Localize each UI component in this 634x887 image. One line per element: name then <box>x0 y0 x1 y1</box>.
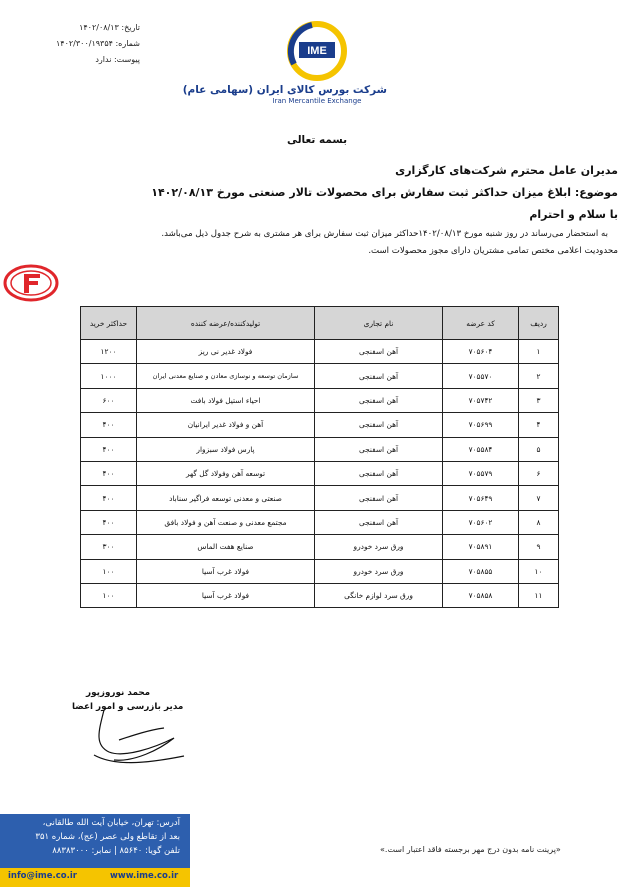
cell-producer: مجتمع معدنی و صنعت آهن و فولاد بافق <box>137 510 315 534</box>
phone-line: تلفن گویا: ۸۵۶۴۰ | نمابر: ۸۸۳۸۳۰۰۰ <box>52 846 180 856</box>
bismillah: بسمه تعالی <box>286 134 348 146</box>
date-row <box>18 20 140 36</box>
subject-line: موضوع: ابلاغ میزان حداکثر ثبت سفارش برای محصولات تالار صنعتی مورخ ۱۴۰۲/۰۸/۱۳ <box>151 186 618 199</box>
order-limit-table <box>80 306 559 608</box>
cell-trade-name: آهن اسفنجی <box>315 510 443 534</box>
cell-trade-name: ورق سرد خودرو <box>315 535 443 559</box>
cell-max-purchase: ۱۲۰۰ <box>81 340 137 364</box>
letter-meta <box>18 20 140 68</box>
cell-max-purchase: ۱۰۰ <box>81 583 137 607</box>
table-row <box>81 340 559 364</box>
table-row <box>81 535 559 559</box>
cell-row-number: ۹ <box>519 535 559 559</box>
table-row <box>81 486 559 510</box>
cell-producer: سازمان توسعه و نوسازی معادن و صنایع معدنی ایران <box>137 364 315 388</box>
cell-max-purchase: ۴۰۰ <box>81 486 137 510</box>
cell-row-number: ۱ <box>519 340 559 364</box>
header-trade-name: نام تجاری <box>315 307 443 340</box>
cell-row-number: ۱۰ <box>519 559 559 583</box>
cell-offer-code: ۷۰۵۶۰۲ <box>443 510 519 534</box>
org-name-fa: شرکت بورس کالای ایران (سهامی عام) <box>182 84 387 96</box>
cell-trade-name: ورق سرد لوازم خانگی <box>315 583 443 607</box>
handwritten-signature-icon <box>64 700 194 770</box>
cell-row-number: ۳ <box>519 388 559 412</box>
address-line-1: آدرس: تهران، خیابان آیت الله طالقانی، <box>42 818 180 828</box>
table-row <box>81 364 559 388</box>
cell-trade-name: آهن اسفنجی <box>315 486 443 510</box>
email-link[interactable]: info@ime.co.ir <box>8 871 77 881</box>
footnote: «پرینت نامه بدون درج مهر برجسته فاقد اعتبار است.» <box>380 845 561 854</box>
logo-text: IME <box>307 45 327 57</box>
footer-links <box>0 868 190 887</box>
table-row <box>81 583 559 607</box>
cell-producer: صنعتی و معدنی توسعه فراگیر سناباد <box>137 486 315 510</box>
cell-producer: فولاد غدیر نی ریز <box>137 340 315 364</box>
cell-max-purchase: ۴۰۰ <box>81 413 137 437</box>
cell-max-purchase: ۴۰۰ <box>81 461 137 485</box>
number-row <box>18 36 140 52</box>
cell-offer-code: ۷۰۵۵۷۰ <box>443 364 519 388</box>
cell-row-number: ۷ <box>519 486 559 510</box>
table-row <box>81 437 559 461</box>
cell-max-purchase: ۳۰۰ <box>81 535 137 559</box>
table-row <box>81 559 559 583</box>
attachment-value: ندارد <box>95 55 112 64</box>
cell-max-purchase: ۱۰۰۰ <box>81 364 137 388</box>
cell-row-number: ۶ <box>519 461 559 485</box>
number-label: شماره: <box>115 39 140 48</box>
header-row-number: ردیف <box>519 307 559 340</box>
number-value: ۱۴۰۲/۳۰۰/۱۹۳۵۴ <box>55 39 113 48</box>
cell-row-number: ۲ <box>519 364 559 388</box>
cell-producer: احیاء استیل فولاد بافت <box>137 388 315 412</box>
cell-trade-name: آهن اسفنجی <box>315 364 443 388</box>
cell-producer: فولاد غرب آسیا <box>137 559 315 583</box>
cell-offer-code: ۷۰۵۷۴۲ <box>443 388 519 412</box>
cell-trade-name: آهن اسفنجی <box>315 461 443 485</box>
letter-body <box>18 160 618 260</box>
paragraph-line-1: به استحضار می‌رساند در روز شنبه مورخ ۱۴۰۲/۰۸/۱۳حداکثر میزان ثبت سفارش برای هر مشتری به شرح جدول ذیل می‌باشد. <box>161 229 608 239</box>
cell-offer-code: ۷۰۵۵۷۹ <box>443 461 519 485</box>
cell-trade-name: آهن اسفنجی <box>315 388 443 412</box>
cell-producer: صنایع هفت الماس <box>137 535 315 559</box>
cell-trade-name: ورق سرد خودرو <box>315 559 443 583</box>
table-header-row <box>81 307 559 340</box>
cell-max-purchase: ۱۰۰ <box>81 559 137 583</box>
table-row <box>81 388 559 412</box>
cell-row-number: ۵ <box>519 437 559 461</box>
cell-max-purchase: ۴۰۰ <box>81 510 137 534</box>
address-line-2: بعد از تقاطع ولی عصر (عج)، شماره ۳۵۱ <box>35 832 180 842</box>
company-logo <box>182 20 387 115</box>
org-name-en: Iran Mercantile Exchange <box>272 97 362 105</box>
cell-offer-code: ۷۰۵۸۵۸ <box>443 583 519 607</box>
cell-producer: آهن و فولاد غدیر ایرانیان <box>137 413 315 437</box>
cell-max-purchase: ۴۰۰ <box>81 437 137 461</box>
cell-offer-code: ۷۰۵۸۵۵ <box>443 559 519 583</box>
paragraph-line-2: محدودیت اعلامی مختص تمامی مشتریان دارای مجوز محصولات است. <box>368 246 618 256</box>
cell-max-purchase: ۶۰۰ <box>81 388 137 412</box>
table-row <box>81 413 559 437</box>
attachment-label: پیوست: <box>113 55 140 64</box>
date-label: تاریخ: <box>121 23 140 32</box>
signer-name: محمد نوروزپور <box>86 688 151 698</box>
greeting-line: با سلام و احترام <box>529 208 618 221</box>
cell-trade-name: آهن اسفنجی <box>315 340 443 364</box>
cell-row-number: ۴ <box>519 413 559 437</box>
cell-trade-name: آهن اسفنجی <box>315 437 443 461</box>
cell-offer-code: ۷۰۵۵۸۴ <box>443 437 519 461</box>
website-link[interactable]: www.ime.co.ir <box>110 871 179 881</box>
cell-offer-code: ۷۰۵۶۴۹ <box>443 486 519 510</box>
ime-logo-icon <box>282 20 352 82</box>
footer-contact <box>0 814 190 870</box>
attachment-row <box>18 52 140 68</box>
cell-row-number: ۸ <box>519 510 559 534</box>
stamp-seal-icon <box>2 263 60 303</box>
cell-producer: پارس فولاد سبزوار <box>137 437 315 461</box>
signer-title: مدیر بازرسی و امور اعضا <box>72 702 184 712</box>
recipient-line: مدیران عامل محترم شرکت‌های کارگزاری <box>395 164 618 177</box>
cell-producer: توسعه آهن وفولاد گل گهر <box>137 461 315 485</box>
cell-row-number: ۱۱ <box>519 583 559 607</box>
cell-offer-code: ۷۰۵۶۹۹ <box>443 413 519 437</box>
header-producer: تولیدکننده/عرضه کننده <box>137 307 315 340</box>
cell-offer-code: ۷۰۵۸۹۱ <box>443 535 519 559</box>
cell-offer-code: ۷۰۵۶۰۴ <box>443 340 519 364</box>
date-value: ۱۴۰۲/۰۸/۱۳ <box>79 23 119 32</box>
header-offer-code: کد عرضه <box>443 307 519 340</box>
header-max-purchase: حداکثر خرید <box>81 307 137 340</box>
cell-trade-name: آهن اسفنجی <box>315 413 443 437</box>
table-row <box>81 510 559 534</box>
table-row <box>81 461 559 485</box>
cell-producer: فولاد غرب آسیا <box>137 583 315 607</box>
